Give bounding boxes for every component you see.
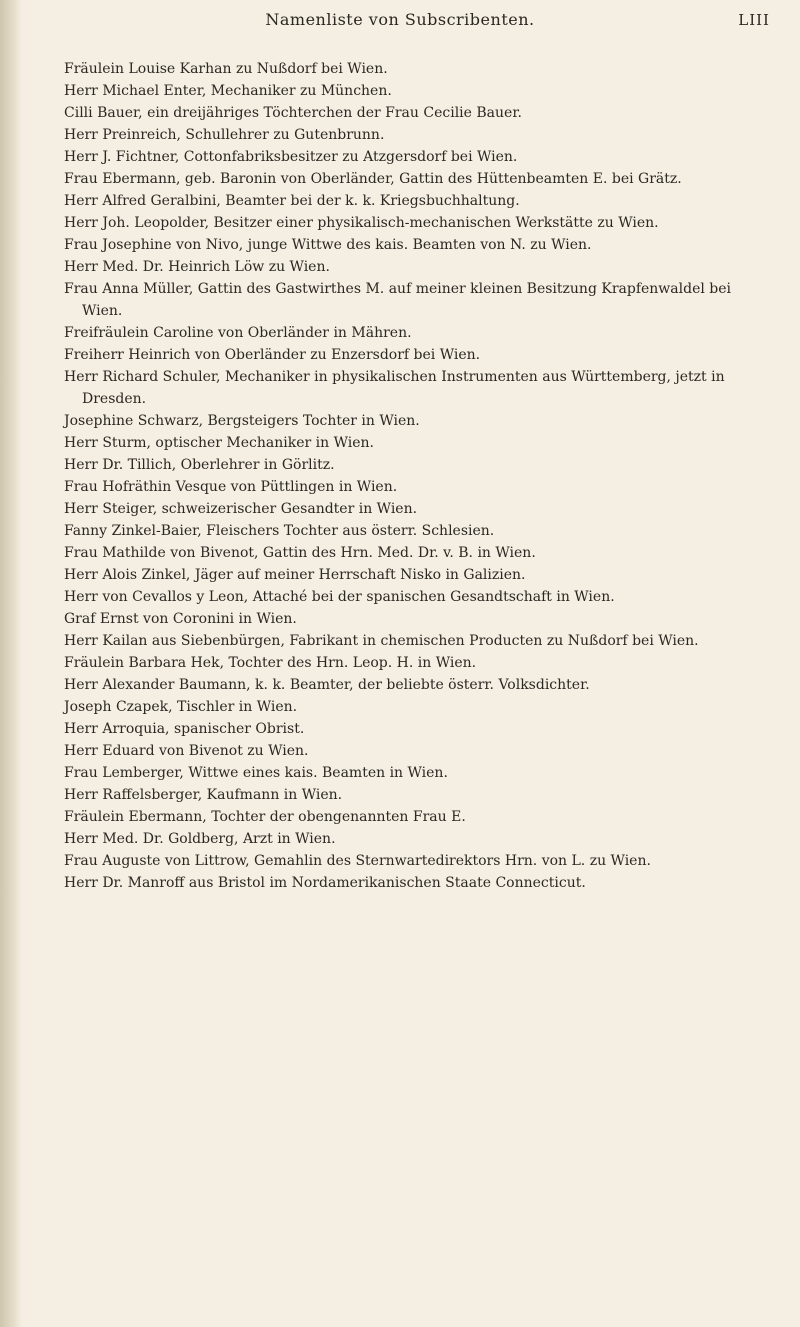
list-entry: Herr Dr. Manroff aus Bristol im Nordamerikanischen Staate Connecticut. (64, 875, 586, 891)
list-entry: Herr Raffelsberger, Kaufmann in Wien. (64, 787, 343, 803)
list-entry: Fanny Zinkel-Baier, Fleischers Tochter aus österr. Schlesien. (64, 523, 495, 539)
list-entry: Cilli Bauer, ein dreijähriges Töchterchen der Frau Cecilie Bauer. (64, 105, 522, 121)
list-entry: Frau Lemberger, Wittwe eines kais. Beamten in Wien. (64, 765, 448, 781)
list-entry: Herr Preinreich, Schullehrer zu Gutenbrunn. (64, 127, 385, 143)
list-entry: Herr Alexander Baumann, k. k. Beamter, der beliebte österr. Volksdichter. (64, 677, 590, 693)
list-entry: Herr J. Fichtner, Cottonfabriksbesitzer zu Atzgersdorf bei Wien. (64, 149, 518, 165)
list-entry: Fräulein Barbara Hek, Tochter des Hrn. Leop. H. in Wien. (64, 655, 477, 671)
list-entry: Freiherr Heinrich von Oberländer zu Enzersdorf bei Wien. (64, 347, 481, 363)
running-title: Namenliste von Subscribenten. (265, 10, 535, 29)
page-header (0, 10, 800, 38)
list-entry: Herr Arroquia, spanischer Obrist. (64, 721, 305, 737)
list-entry: Herr Eduard von Bivenot zu Wien. (64, 743, 309, 759)
list-entry: Herr Richard Schuler, Mechaniker in physikalischen Instrumenten aus Württemberg, jetzt in Dresden. (64, 369, 725, 407)
page-number: LIII (738, 11, 770, 29)
list-entry: Herr Med. Dr. Goldberg, Arzt in Wien. (64, 831, 336, 847)
list-entry: Frau Auguste von Littrow, Gemahlin des Sternwartedirektors Hrn. von L. zu Wien. (64, 853, 651, 869)
list-entry: Fräulein Louise Karhan zu Nußdorf bei Wien. (64, 61, 388, 77)
list-entry: Fräulein Ebermann, Tochter der obengenannten Frau E. (64, 809, 466, 825)
list-entry: Frau Ebermann, geb. Baronin von Oberländer, Gattin des Hüttenbeamten E. bei Grätz. (64, 171, 682, 187)
list-entry: Herr Alfred Geralbini, Beamter bei der k. k. Kriegsbuchhaltung. (64, 193, 520, 209)
list-entry: Herr Sturm, optischer Mechaniker in Wien. (64, 435, 374, 451)
list-entry: Freifräulein Caroline von Oberländer in Mähren. (64, 325, 412, 341)
list-entry: Frau Mathilde von Bivenot, Gattin des Hrn. Med. Dr. v. B. in Wien. (64, 545, 536, 561)
list-entry: Herr Michael Enter, Mechaniker zu München. (64, 83, 392, 99)
list-entry: Herr Dr. Tillich, Oberlehrer in Görlitz. (64, 457, 335, 473)
list-entry: Graf Ernst von Coronini in Wien. (64, 611, 297, 627)
page-gutter-shadow (0, 0, 22, 1327)
list-entry: Herr Steiger, schweizerischer Gesandter in Wien. (64, 501, 418, 517)
list-entry: Frau Anna Müller, Gattin des Gastwirthes M. auf meiner kleinen Besitzung Krapfenwaldel bei Wien. (64, 281, 732, 319)
list-entry: Herr Kailan aus Siebenbürgen, Fabrikant in chemischen Producten zu Nußdorf bei Wien. (64, 633, 699, 649)
list-entry: Joseph Czapek, Tischler in Wien. (64, 699, 298, 715)
list-entry: Frau Josephine von Nivo, junge Wittwe des kais. Beamten von N. zu Wien. (64, 237, 592, 253)
list-entry: Frau Hofräthin Vesque von Püttlingen in Wien. (64, 479, 398, 495)
list-entry: Herr Joh. Leopolder, Besitzer einer physikalisch-mechanischen Werkstätte zu Wien. (64, 215, 659, 231)
subscriber-list (64, 58, 770, 894)
list-entry: Herr von Cevallos y Leon, Attaché bei der spanischen Gesandtschaft in Wien. (64, 589, 615, 605)
list-entry: Herr Alois Zinkel, Jäger auf meiner Herrschaft Nisko in Galizien. (64, 567, 526, 583)
list-entry: Herr Med. Dr. Heinrich Löw zu Wien. (64, 259, 330, 275)
list-entry: Josephine Schwarz, Bergsteigers Tochter in Wien. (64, 413, 420, 429)
